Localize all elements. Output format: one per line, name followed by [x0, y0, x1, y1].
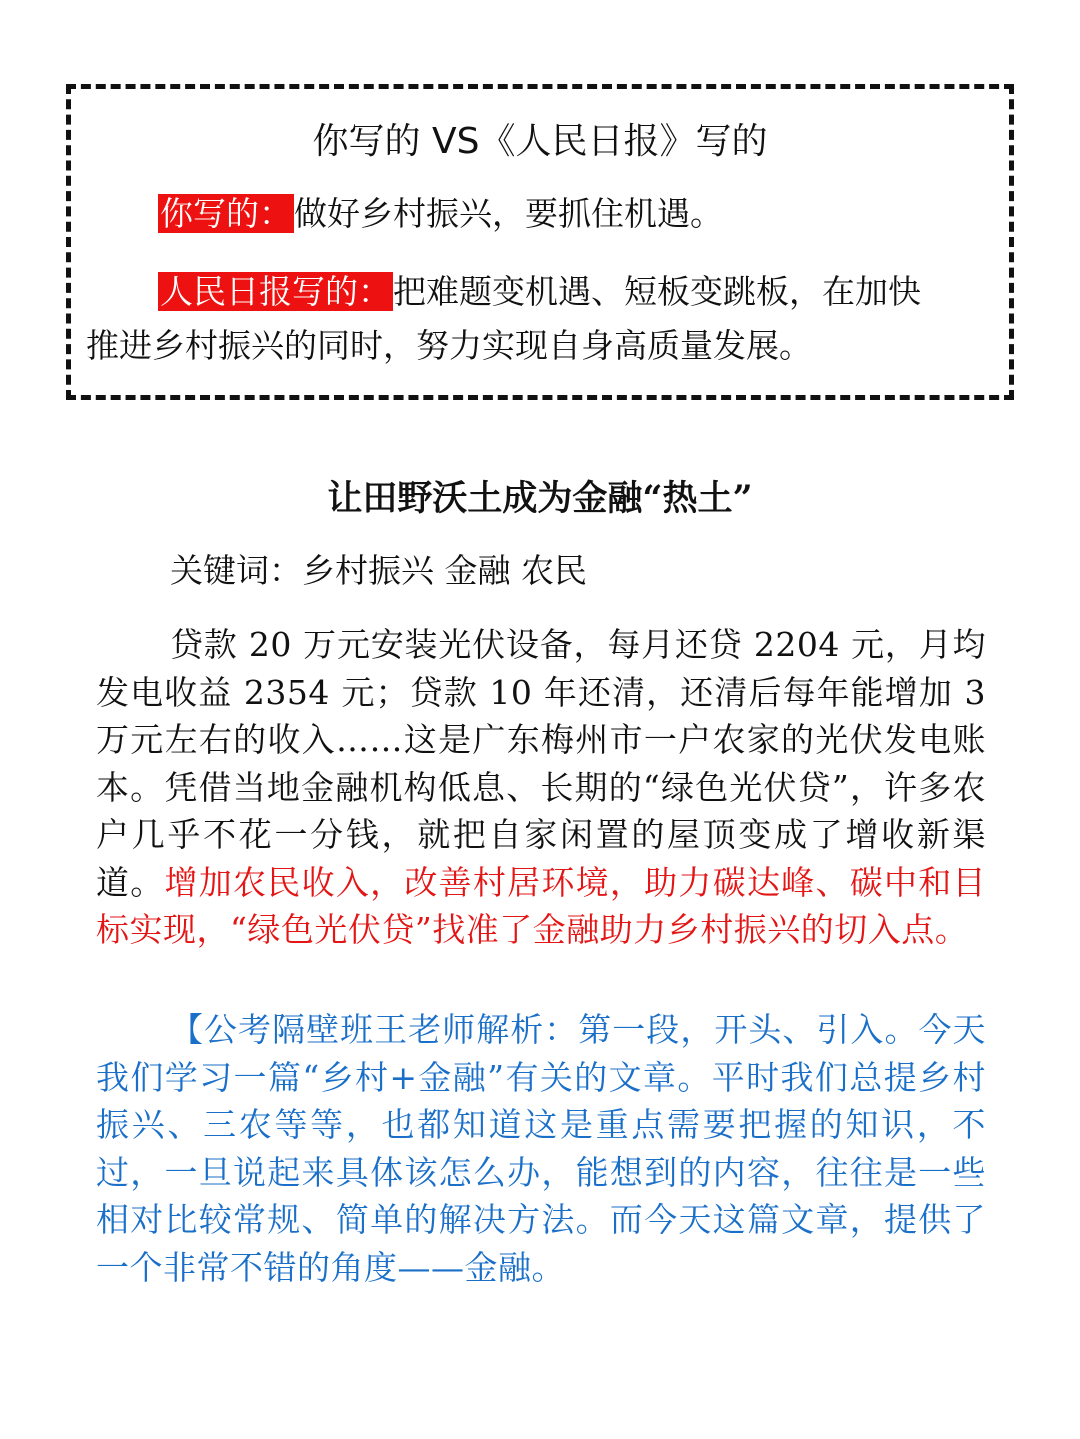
rmrb-wrote-text-line2: 推进乡村振兴的同时，努力实现自身高质量发展。 — [86, 326, 812, 365]
paragraph-1-highlight: 增加农民收入，改善村居环境，助力碳达峰、碳中和目标实现，“绿色光伏贷”找准了金融助力乡村振兴的切入点。 — [96, 862, 987, 949]
rmrb-wrote-row — [158, 266, 921, 318]
rmrb-wrote-text-line1: 把难题变机遇、短板变跳板，在加快 — [393, 272, 921, 311]
comparison-title: 你写的 VS《人民日报》写的 — [312, 121, 768, 162]
article-keywords: 关键词：乡村振兴 金融 农民 — [170, 551, 587, 590]
paragraph-1-body: 贷款 20 万元安装光伏设备，每月还贷 2204 元，月均发电收益 2354 元；贷款 10 年还清，还清后每年能增加 3 万元左右的收入……这是广东梅州市一户农家的光伏发电账本。凭借当地金融机构低息、长期的“绿色光伏贷”，许多农户几乎不花一分钱，就把自家闲置的屋顶变成了增收新渠道。 — [96, 625, 986, 902]
teacher-analysis-paragraph: 【公考隔壁班王老师解析：第一段，开头、引入。今天我们学习一篇“乡村+金融”有关的文章。平时我们总提乡村振兴、三农等等，也都知道这是重点需要把握的知识，不过，一旦说起来具体该怎么办，能想到的内容，往往是一些相对比较常规、简单的解决方法。而今天这篇文章，提供了一个非常不错的角度——金融。 — [96, 1010, 986, 1287]
rmrb-wrote-label: 人民日报写的： — [160, 272, 391, 311]
you-wrote-label: 你写的： — [160, 194, 292, 233]
you-wrote-row — [158, 188, 723, 240]
article-paragraph-1 — [96, 621, 986, 954]
article-title: 让田野沃土成为金融“热土” — [327, 478, 753, 519]
you-wrote-text: 做好乡村振兴，要抓住机遇。 — [294, 194, 723, 233]
